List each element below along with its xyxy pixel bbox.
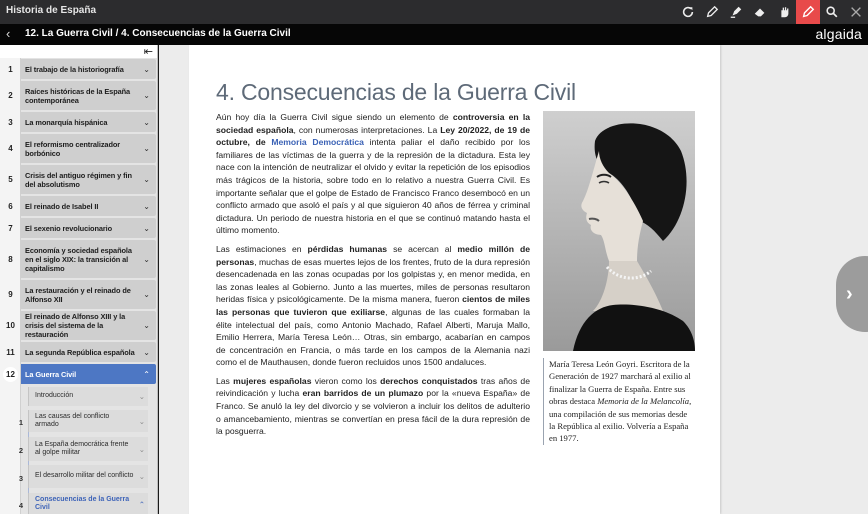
content-area bbox=[159, 45, 868, 514]
brand-logo: algaida bbox=[815, 26, 862, 42]
chapter-label: El sexenio revolucionario bbox=[25, 223, 113, 233]
chevron-down-icon: ⌄ bbox=[143, 321, 150, 330]
app-title: Historia de España bbox=[6, 5, 97, 16]
chevron-down-icon: ⌄ bbox=[143, 290, 150, 299]
chapter-number: 8 bbox=[8, 254, 13, 264]
section-label: La España democrática frente al golpe militar bbox=[35, 440, 129, 456]
search-icon[interactable] bbox=[820, 0, 844, 24]
close-icon[interactable] bbox=[844, 0, 868, 24]
breadcrumb-bar bbox=[0, 24, 868, 45]
next-page-button[interactable] bbox=[836, 256, 868, 332]
annotation-toolbar bbox=[676, 0, 868, 24]
chapter-number: 7 bbox=[8, 223, 13, 233]
sidebar-chapter-6[interactable] bbox=[0, 195, 156, 217]
chapter-number: 10 bbox=[6, 321, 15, 330]
sidebar-chapter-9[interactable] bbox=[0, 279, 156, 310]
bold-text: controversia en la sociedad española bbox=[216, 112, 530, 135]
section-number: 2 bbox=[18, 446, 24, 455]
chapter-number: 1 bbox=[8, 64, 13, 74]
text: Las estimaciones en bbox=[216, 243, 308, 254]
chevron-down-icon: ⌄ bbox=[143, 223, 150, 233]
paragraph-2 bbox=[216, 243, 530, 369]
page-title: 4. Consecuencias de la Guerra Civil bbox=[216, 79, 576, 105]
text: Las bbox=[216, 375, 234, 386]
chapter-number: 5 bbox=[8, 175, 13, 184]
caption-text: , una compilación de sus memorias desde la República al exilio. Volvería a España en 1977. bbox=[549, 396, 692, 444]
sidebar-chapter-5[interactable] bbox=[0, 164, 156, 195]
chapter-number: 3 bbox=[8, 117, 13, 127]
text: por la «nueva España» de Franco. Se anuló la ley del divorcio y se volvieron a incluir los delitos de adulterio o amancebamiento, mientras se convertían en presa fácil de la dura represión de la posguerra. bbox=[216, 388, 530, 437]
text: Aún hoy día la Guerra Civil sigue siendo un elemento de bbox=[216, 112, 453, 122]
marker-icon[interactable] bbox=[724, 0, 748, 24]
chapter-number: 9 bbox=[8, 290, 13, 299]
chapter-label: La Guerra Civil bbox=[25, 369, 77, 379]
section-label: Introducción bbox=[35, 392, 74, 400]
chevron-down-icon: ⌄ bbox=[143, 144, 150, 153]
text: tras años de reivindicación y lucha bbox=[216, 375, 530, 399]
bold-text: Ley 20/2022, de 19 de octubre, de bbox=[216, 124, 530, 148]
photo-caption bbox=[543, 358, 695, 445]
pencil-icon[interactable] bbox=[700, 0, 724, 24]
section-number: 4 bbox=[18, 501, 24, 510]
sidebar-section-3[interactable] bbox=[0, 463, 156, 490]
portrait-image bbox=[543, 111, 695, 351]
chapter-number: 2 bbox=[8, 91, 13, 100]
section-label: Las causas del conflicto armado bbox=[35, 412, 110, 428]
back-chevron-icon[interactable]: ‹ bbox=[6, 26, 11, 41]
chevron-down-icon: ⌄ bbox=[138, 416, 145, 426]
bold-text: medio millón de personas bbox=[216, 243, 531, 267]
paragraph-3 bbox=[216, 375, 530, 438]
sidebar-section-4[interactable] bbox=[0, 491, 156, 514]
chevron-down-icon: ⌄ bbox=[143, 117, 150, 127]
sidebar-chapter-10[interactable] bbox=[0, 310, 156, 341]
text: intenta paliar el daño recibido por los familiares de las víctimas de la guerra y de la represión de la dictadura. Esta ley nace con la intención de neutralizar el olvido y evitar la repetición de los episodios más trágicos de la historia, sobre todo en lo relativo a nuestra Guerra Civil. Es importante señalar que el golpe de Estado de Francisco Franco desembocó en un conflicto armado que asoló el país y al que siguieron 40 años de férrea y criminal dictadura. Un periodo de nuestra historia en el que se continuó matando hasta el último momento. bbox=[216, 137, 530, 236]
paragraph-1 bbox=[216, 111, 530, 237]
article-text bbox=[216, 111, 530, 444]
chevron-down-icon: ⌄ bbox=[143, 175, 150, 184]
bold-text: eran barridos de un plumazo bbox=[302, 388, 424, 399]
chapter-number: 12 bbox=[3, 367, 18, 382]
chevron-down-icon: ⌄ bbox=[138, 392, 145, 401]
chevron-up-icon: ⌃ bbox=[143, 369, 150, 379]
chapter-label: El reinado de Alfonso XIII y la crisis del sistema de la restauración bbox=[25, 312, 126, 339]
text: , muchas de esas muertes lejos de los frentes, fruto de la dura represión desencadenada en las zonas ocupadas por los golpistas y, en menor medida, en las zonas leales al Gobierno. Junto a las muertes, miles de personas resultaron heridas física y psicológicamente. De la misma manera, fueron bbox=[216, 256, 530, 305]
pen-icon[interactable] bbox=[796, 0, 820, 24]
bold-text: mujeres españolas bbox=[233, 375, 312, 386]
section-label: El desarrollo militar del conflicto bbox=[35, 472, 134, 480]
chapter-label: El reinado de Isabel II bbox=[25, 201, 99, 211]
chevron-down-icon: ⌄ bbox=[138, 444, 145, 454]
chapter-label: Raíces históricas de la España contemporánea bbox=[25, 86, 131, 105]
chevron-down-icon: ⌄ bbox=[138, 472, 145, 481]
chevron-down-icon: ⌄ bbox=[143, 91, 150, 100]
chapter-label: La restauración y el reinado de Alfonso XII bbox=[25, 285, 131, 304]
sidebar-chapter-11[interactable] bbox=[0, 341, 156, 363]
sidebar-header bbox=[0, 45, 157, 58]
breadcrumb: 12. La Guerra Civil / 4. Consecuencias de la Guerra Civil bbox=[25, 28, 291, 39]
sidebar-chapter-7[interactable] bbox=[0, 217, 156, 239]
chapter-number: 4 bbox=[8, 144, 13, 153]
sidebar-section-2[interactable] bbox=[0, 435, 156, 463]
chapter-sidebar bbox=[0, 45, 158, 514]
sidebar-chapter-3[interactable] bbox=[0, 111, 156, 133]
refresh-icon[interactable] bbox=[676, 0, 700, 24]
collapse-sidebar-icon[interactable]: ⇤ bbox=[143, 46, 153, 58]
chevron-right-icon: › bbox=[846, 282, 853, 305]
text: vieron como los bbox=[311, 375, 381, 386]
bold-text: cientos de miles las personas que tuvieron que exiliarse bbox=[216, 294, 530, 317]
bold-text: pérdidas humanas bbox=[307, 243, 388, 254]
book-page bbox=[189, 45, 720, 514]
text: se acercan al bbox=[387, 243, 458, 254]
chapter-label: La segunda República española bbox=[25, 347, 135, 357]
sidebar-chapter-2[interactable] bbox=[0, 80, 156, 111]
sidebar-chapter-8[interactable] bbox=[0, 239, 156, 279]
chapter-number: 11 bbox=[6, 347, 15, 357]
text: , con numerosas interpretaciones. La bbox=[293, 124, 441, 135]
text: , algunas de las cuales formaban la élite intelectual del país, como Antonio Machado, Rafael Alberti, Maruja Mallo, Emilio Herrera, María Teresa León… Otras, sin embargo, acabarían en campos de concentración en Francia, o más tarde en los campos de la Alemania nazi como el de Mauthausen, donde fueron recluidos unos 1500 andaluces. bbox=[216, 306, 530, 368]
memoria-democratica-link[interactable]: Memoria Democrática bbox=[271, 137, 364, 148]
eraser-icon[interactable] bbox=[748, 0, 772, 24]
sidebar-section-1[interactable] bbox=[0, 408, 156, 434]
sidebar-chapter-1[interactable] bbox=[0, 58, 156, 80]
chapter-label: Crisis del antiguo régimen y fin del absolutismo bbox=[25, 170, 132, 189]
chevron-down-icon: ⌄ bbox=[143, 201, 150, 211]
chapter-number: 6 bbox=[8, 201, 13, 211]
chapter-label: La monarquía hispánica bbox=[25, 117, 108, 127]
bold-text: derechos conquistados bbox=[380, 375, 478, 386]
chevron-down-icon: ⌄ bbox=[143, 64, 150, 74]
chapter-label: El trabajo de la historiografía bbox=[25, 64, 124, 74]
chapter-label: El reformismo centralizador borbónico bbox=[25, 139, 121, 158]
section-number: 1 bbox=[18, 418, 24, 427]
app-bar bbox=[0, 0, 868, 24]
caption-italic: Memoria de la Melancolía bbox=[597, 396, 690, 407]
hand-icon[interactable] bbox=[772, 0, 796, 24]
section-label: Consecuencias de la Guerra Civil bbox=[35, 495, 130, 511]
chevron-down-icon: ⌄ bbox=[143, 254, 150, 264]
sidebar-chapter-4[interactable] bbox=[0, 133, 156, 164]
chevron-down-icon: ⌄ bbox=[143, 347, 150, 357]
chapter-label: Economía y sociedad española en el siglo XIX: la transición al capitalismo bbox=[25, 245, 132, 273]
section-number: 3 bbox=[18, 474, 24, 483]
chevron-up-icon: ⌃ bbox=[138, 499, 145, 509]
sidebar-chapter-12[interactable] bbox=[0, 363, 156, 385]
portrait-photo bbox=[543, 111, 695, 351]
caption-text: María Teresa León Goyri. Escritora de la Generación de 1927 marchará al exilio al finalizar la Guerra de España. Entre sus obras destaca bbox=[549, 359, 691, 407]
sidebar-section-intro[interactable] bbox=[0, 385, 156, 408]
